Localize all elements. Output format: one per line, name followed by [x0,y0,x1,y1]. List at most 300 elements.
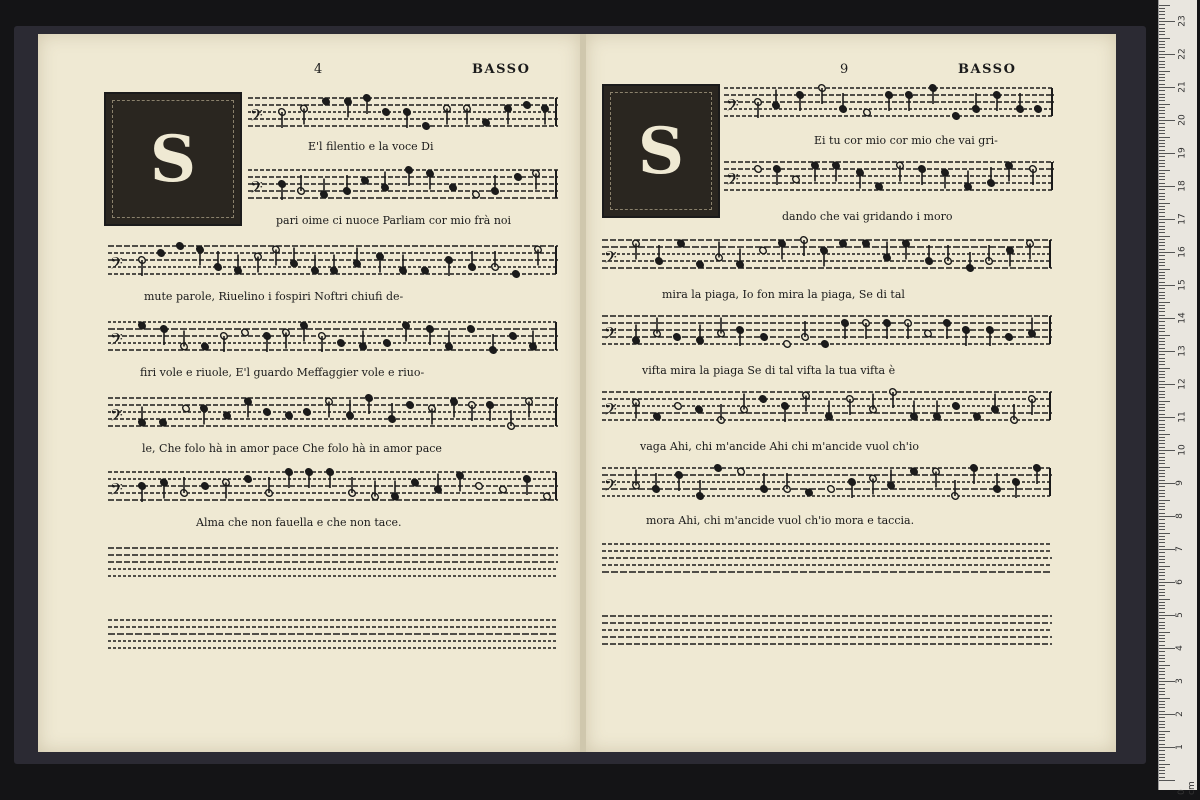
ruler-tick [1159,123,1165,124]
ruler-tick [1159,183,1165,184]
ruler-tick [1159,724,1165,725]
ruler-tick [1159,107,1165,108]
lyric-line-6: Alma che non fauella e che non tace. [196,516,402,529]
ruler-tick [1159,166,1165,167]
note-head [200,481,209,490]
note-head [302,407,311,416]
ruler-tick [1159,420,1165,421]
ruler-tick [1159,117,1165,118]
ruler-tick [1159,288,1165,289]
ruler-tick [1159,628,1165,629]
left-voice-label: BASSO [472,62,531,77]
ruler-tick [1159,549,1175,550]
ruler-label: 4 [1174,645,1185,651]
ruler-tick [1159,509,1165,510]
note-head [466,324,475,333]
ruler-tick [1159,734,1165,735]
ruler-tick [1159,457,1165,458]
ruler-tick [1159,582,1175,583]
ruler-tick [1159,143,1165,144]
ruler-tick [1159,41,1165,42]
ruler-tick [1159,97,1165,98]
ruler-tick [1159,727,1165,728]
ruler-tick [1159,490,1165,491]
ruler-tick [1159,559,1165,560]
ruler-tick [1159,427,1165,428]
ruler-tick [1159,14,1165,15]
ruler-tick [1159,506,1165,507]
ruler-tick [1159,460,1165,461]
ruler-tick [1159,354,1165,355]
ruler-tick [1159,605,1165,606]
ruler-tick [1159,44,1165,45]
note-head [243,474,252,483]
ruler-tick [1159,618,1165,619]
bass-clef-icon: 𝄢 [604,475,617,499]
bass-clef-icon: 𝄢 [110,329,123,353]
ruler-tick [1159,170,1170,171]
ruler-tick [1159,750,1165,751]
ruler-tick [1159,760,1165,761]
note-head [1004,332,1013,341]
ruler-tick [1159,269,1170,270]
ruler-tick [1159,209,1165,210]
ruler-tick [1159,387,1165,388]
ruler-tick [1159,463,1165,464]
ruler-tick [1159,536,1165,537]
ruler-tick [1159,226,1165,227]
ruler-tick [1159,249,1165,250]
ruler-tick [1159,717,1165,718]
ruler-tick [1159,731,1170,732]
empty-staff-2 [602,610,1052,652]
ruler-tick [1159,156,1165,157]
ruler-tick [1159,21,1175,22]
ruler-tick [1159,206,1165,207]
ruler-tick [1159,645,1165,646]
ruler-tick [1159,189,1165,190]
empty-staff-1 [602,538,1052,580]
ruler-tick [1159,476,1165,477]
staff-5 [108,392,558,434]
note-head [381,107,390,116]
ruler-tick [1159,539,1165,540]
ruler-tick [1159,160,1165,161]
note-head [753,164,762,173]
ruler-tick [1159,777,1165,778]
ruler-tick [1159,104,1170,105]
ruler-tick [1159,47,1165,48]
note-head [175,241,184,250]
ruler-tick [1159,569,1165,570]
ruler-label: 18 [1177,180,1188,192]
ruler-tick [1159,232,1165,233]
ruler-tick [1159,641,1165,642]
ruler-label: 17 [1177,213,1188,225]
ruler-tick [1159,282,1165,283]
ruler-tick [1159,740,1165,741]
note-head [782,339,791,348]
ruler-label: 2 [1174,711,1185,717]
ruler-tick [1159,589,1165,590]
ruler-tick [1159,767,1165,768]
ruler-tick [1159,80,1165,81]
ruler-tick [1159,450,1175,451]
ruler-tick [1159,698,1170,699]
ruler-label: 23 [1177,15,1188,27]
ruler-tick [1159,533,1170,534]
note-head [758,394,767,403]
ruler-tick [1159,377,1165,378]
ruler-tick [1159,146,1165,147]
note-head [672,332,681,341]
ruler-tick [1159,305,1165,306]
ruler-tick [1159,608,1165,609]
ruler-tick [1159,381,1165,382]
ruler-tick [1159,331,1165,332]
empty-staff-1 [108,542,558,584]
ruler-tick [1159,655,1165,656]
ruler-tick [1159,599,1170,600]
ruler-tick [1159,542,1165,543]
ruler-tick [1159,229,1165,230]
staff-4 [108,316,558,358]
ruler-tick [1159,661,1165,662]
ruler-tick [1159,285,1175,286]
ruler-tick [1159,526,1165,527]
ruler-tick [1159,216,1165,217]
ruler-tick [1159,414,1165,415]
ruler-tick [1159,566,1170,567]
ruler-label: 3 [1174,678,1185,684]
lyric-line-1: E'l filentio e la voce Di [308,140,434,153]
staff-2 [724,156,1054,198]
ruler-tick [1159,694,1165,695]
ruler-tick [1159,757,1165,758]
ruler-tick [1159,24,1165,25]
ruler-label: 21 [1177,81,1188,93]
ruler-tick [1159,245,1165,246]
ruler-tick [1159,278,1165,279]
ruler-tick [1159,113,1165,114]
bass-clef-icon: 𝄢 [110,405,123,429]
ruler-tick [1159,648,1175,649]
ruler-tick [1159,137,1170,138]
decorated-initial [602,84,720,218]
ruler-tick [1159,344,1165,345]
note-head [156,248,165,257]
ornament-border [112,100,234,218]
ruler-tick [1159,5,1170,6]
staff-1 [724,82,1054,124]
ruler-tick [1159,259,1165,260]
right-voice-label: BASSO [958,62,1017,77]
ruler-label: 6 [1174,579,1185,585]
ruler-tick [1159,480,1165,481]
ruler-tick [1159,770,1165,771]
ruler-tick [1159,585,1165,586]
ruler-tick [1159,163,1165,164]
lyric-line-5: vaga Ahi, chi m'ancide Ahi chi m'ancide vuol ch'io [640,440,919,453]
ruler-tick [1159,635,1165,636]
ruler-tick [1159,130,1165,131]
ruler-tick [1159,67,1165,68]
ruler-tick [1159,658,1165,659]
ruler-tick [1159,503,1165,504]
ruler-tick [1159,341,1165,342]
note-head [826,484,835,493]
note-head [421,121,430,130]
decorated-initial [104,92,242,226]
note-head [474,481,483,490]
bass-clef-icon: 𝄢 [726,169,739,193]
ruler-tick [1159,711,1165,712]
note-head [336,338,345,347]
ruler-tick [1159,140,1165,141]
ruler-tick [1159,328,1165,329]
bass-clef-icon: 𝄢 [604,247,617,271]
ruler-tick [1159,671,1165,672]
ruler-tick [1159,496,1165,497]
ruler-tick [1159,84,1165,85]
ruler-label: 15 [1177,279,1188,291]
ruler-tick [1159,625,1165,626]
ruler-tick [1159,754,1165,755]
ruler-label: 11 [1177,411,1188,423]
ruler-label: 19 [1177,147,1188,159]
note-head [673,401,682,410]
lyric-line-5: le, Che folo hà in amor pace Che folo hà in amor pace [142,442,442,455]
ruler-tick [1159,638,1165,639]
ruler-tick [1159,523,1165,524]
ruler-tick [1159,252,1175,253]
ornament-border [610,92,712,210]
lyric-line-6: mora Ahi, chi m'ancide vuol ch'io mora e taccia. [646,514,915,527]
staff-1 [248,92,558,134]
ruler-tick [1159,486,1165,487]
ruler-tick [1159,668,1165,669]
lyric-line-3: mira la piaga, Io fon mira la piaga, Se di tal [662,288,905,301]
ruler-tick [1159,615,1175,616]
ruler-label: 13 [1177,345,1188,357]
ruler-tick [1159,513,1165,514]
note-head [820,339,829,348]
ruler-label: 14 [1177,312,1188,324]
lyric-line-4: firi vole e riuole, E'l guardo Meffaggier vole e riuo- [140,366,425,379]
ruler-label: 20 [1177,114,1188,126]
ruler-tick [1159,651,1165,652]
ruler-tick [1159,61,1165,62]
ruler-label: 1 [1174,744,1185,750]
ruler-tick [1159,632,1170,633]
ruler-tick [1159,434,1170,435]
left-page-number: 4 [314,62,323,77]
ruler-tick [1159,612,1165,613]
ruler-tick [1159,453,1165,454]
ruler-tick [1159,467,1170,468]
ruler-tick [1159,94,1165,95]
ruler-tick [1159,199,1165,200]
ruler-tick [1159,318,1175,319]
note-head [511,269,520,278]
ruler-tick [1159,674,1165,675]
ruler-tick [1159,764,1170,765]
ruler-tick [1159,127,1165,128]
ruler-tick [1159,721,1165,722]
ruler-tick [1159,31,1165,32]
ruler-label: 12 [1177,378,1188,390]
staff-5 [602,386,1052,428]
ruler-tick [1159,179,1165,180]
ruler-tick [1159,374,1165,375]
ruler-tick [1159,51,1165,52]
bass-clef-icon: 𝄢 [250,105,263,129]
ruler-tick [1159,298,1165,299]
ruler-tick [1159,424,1165,425]
ruler-tick [1159,417,1175,418]
ruler-tick [1159,602,1165,603]
ruler-tick [1159,38,1170,39]
ruler-tick [1159,18,1165,19]
ruler-tick [1159,295,1165,296]
ruler-tick [1159,153,1175,154]
ruler-tick [1159,430,1165,431]
note-head [951,111,960,120]
ruler-tick [1159,391,1165,392]
note-head [1033,104,1042,113]
ruler-tick [1159,401,1170,402]
bass-clef-icon: 𝄢 [726,95,739,119]
bass-clef-icon: 𝄢 [250,177,263,201]
ruler-tick [1159,292,1165,293]
ruler-tick [1159,516,1175,517]
lyric-line-3: mute parole, Riuelino i fospiri Noftri chiufi de- [144,290,404,303]
ruler-tick [1159,255,1165,256]
ruler-tick [1159,8,1165,9]
note-head [448,183,457,192]
ruler-tick [1159,100,1165,101]
ruler-tick [1159,592,1165,593]
ruler-label: 16 [1177,246,1188,258]
ruler-tick [1159,473,1165,474]
note-head [951,401,960,410]
ruler-tick [1159,275,1165,276]
ruler-tick [1159,404,1165,405]
ruler-tick [1159,397,1165,398]
ruler-tick [1159,546,1165,547]
note-head [262,407,271,416]
ruler-tick [1159,410,1165,411]
measurement-ruler [1158,0,1197,795]
ruler-label: 9 [1174,480,1185,486]
staff-3 [108,240,558,282]
ruler-tick [1159,150,1165,151]
note-head [513,172,522,181]
ruler-tick [1159,358,1165,359]
note-head [759,332,768,341]
lyric-line-2: pari oime ci nuoce Parliam cor mio frà noi [276,214,512,227]
bass-clef-icon: 𝄢 [604,399,617,423]
ruler-tick [1159,120,1175,121]
ruler-tick [1159,57,1165,58]
ruler-tick [1159,219,1175,220]
ruler-tick [1159,714,1175,715]
right-page-number: 9 [840,62,849,77]
ruler-tick [1159,90,1165,91]
ruler-tick [1159,443,1165,444]
ruler-tick [1159,701,1165,702]
ruler-tick [1159,348,1165,349]
ruler-label: 0 cm [1177,781,1197,795]
initial-letter: S [149,121,197,197]
ruler-tick [1159,437,1165,438]
ruler-tick [1159,384,1175,385]
ruler-tick [1159,572,1165,573]
ruler-tick [1159,87,1175,88]
note-head [522,100,531,109]
lyric-line-4: vifta mira la piaga Se di tal vifta la tua vifta è [642,364,896,377]
ruler-tick [1159,361,1165,362]
ruler-tick [1159,447,1165,448]
ruler-tick [1159,212,1165,213]
ruler-label: 8 [1174,513,1185,519]
ruler-tick [1159,308,1165,309]
ruler-tick [1159,595,1165,596]
ruler-tick [1159,440,1165,441]
ruler-label: 7 [1174,546,1185,552]
ruler-tick [1159,688,1165,689]
initial-letter: S [637,113,685,189]
ruler-tick [1159,737,1165,738]
ruler-tick [1159,71,1170,72]
note-head [382,338,391,347]
ruler-tick [1159,394,1165,395]
ruler-tick [1159,242,1165,243]
staff-3 [602,234,1052,276]
ruler-tick [1159,622,1165,623]
ruler-tick [1159,338,1165,339]
ruler-tick [1159,681,1175,682]
bass-clef-icon: 𝄢 [110,253,123,277]
ruler-tick [1159,236,1170,237]
ruler-label: 22 [1177,48,1188,60]
ruler-tick [1159,493,1165,494]
ruler-tick [1159,529,1165,530]
ruler-tick [1159,77,1165,78]
ruler-tick [1159,335,1170,336]
ruler-tick [1159,315,1165,316]
ruler-tick [1159,556,1165,557]
ruler-label: 5 [1174,612,1185,618]
ruler-tick [1159,196,1165,197]
ruler-tick [1159,407,1165,408]
ruler-tick [1159,133,1165,134]
ruler-tick [1159,371,1165,372]
lyric-line-1: Ei tu cor mio cor mio che vai gri- [814,134,998,147]
ruler-label: 10 [1177,444,1188,456]
note-head [713,463,722,472]
ruler-tick [1159,575,1165,576]
ruler-tick [1159,222,1165,223]
ruler-tick [1159,519,1165,520]
ruler-tick [1159,110,1165,111]
ruler-tick [1159,368,1170,369]
ruler-tick [1159,691,1165,692]
staff-6 [602,462,1052,504]
right-page [586,34,1116,752]
staff-4 [602,310,1052,352]
lyric-line-2: dando che vai gridando i moro [782,210,953,223]
